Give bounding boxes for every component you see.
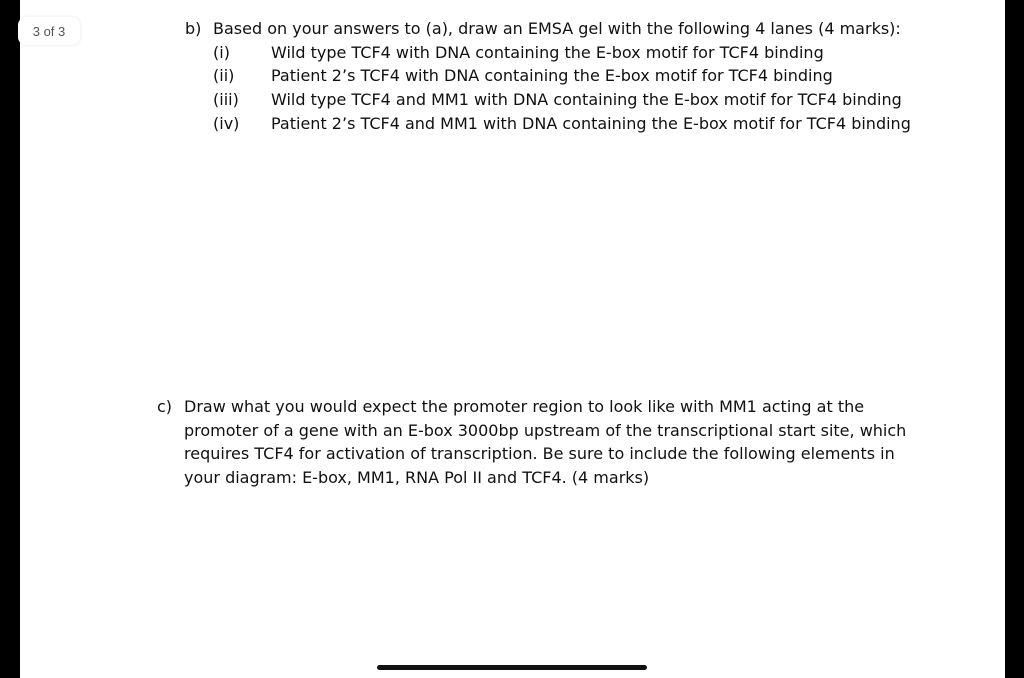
lane-number: (i) [213,42,230,62]
question-b-lane-list [213,41,913,136]
question-b-prompt: Based on your answers to (a), draw an EMSA gel with the following 4 lanes (4 marks): [213,19,901,38]
lane-item [213,64,913,88]
lane-number: (iii) [213,90,239,110]
lane-text: Patient 2’s TCF4 with DNA containing the E-box motif for TCF4 binding [271,66,833,86]
document-page [20,0,1005,678]
home-indicator-bar[interactable] [377,665,647,670]
lane-text: Patient 2’s TCF4 and MM1 with DNA containing the E-box motif for TCF4 binding [271,113,911,133]
lane-item [213,41,913,65]
question-c-line: your diagram: E-box, MM1, RNA Pol II and TCF4. (4 marks) [184,468,650,488]
question-c-line: promoter of a gene with an E-box 3000bp upstream of the transcriptional start site, which [184,420,907,440]
lane-text: Wild type TCF4 and MM1 with DNA containing the E-box motif for TCF4 binding [271,90,902,110]
lane-item [213,112,913,136]
question-b-marker: b) [185,19,202,38]
lane-number: (ii) [213,66,235,86]
lane-item [213,88,913,112]
question-c-line: Draw what you would expect the promoter region to look like with MM1 acting at the [184,397,865,416]
question-c-marker: c) [157,397,173,416]
lane-number: (iv) [213,113,240,133]
question-b-body [213,17,913,135]
question-c-line: requires TCF4 for activation of transcription. Be sure to include the following elements in [184,444,895,464]
page-indicator: 3 of 3 [18,17,80,45]
question-c-body [184,395,909,490]
lane-text: Wild type TCF4 with DNA containing the E-box motif for TCF4 binding [271,42,824,62]
